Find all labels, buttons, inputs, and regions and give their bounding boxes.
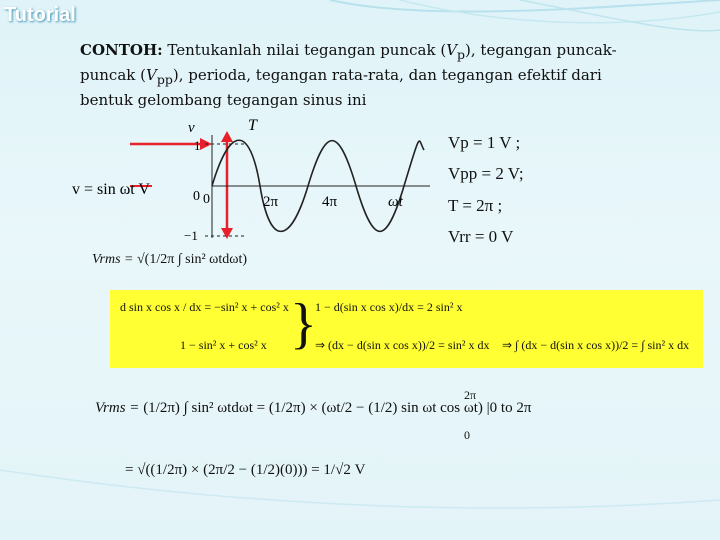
rms-frac-num: 1: [149, 252, 157, 267]
axis-v-label: v: [188, 120, 195, 136]
solution-mid: (1/2π) ∫ sin² ωtdωt: [143, 400, 253, 416]
rms-close: ): [242, 252, 248, 267]
vp-symbol: V: [446, 41, 458, 59]
derivation-line-5: ⇒ ∫ (dx − d(sin x cos x))/2 = ∫ sin² x dx: [502, 338, 690, 352]
arrow-down-head-top: [221, 131, 233, 142]
arrow-down-head-bottom: [221, 228, 233, 239]
derivation-box: [110, 290, 703, 368]
derivation-line-2: 1 − sin² x + cos² x: [180, 338, 267, 352]
result-vp: Vp = 1 V ;: [448, 133, 521, 152]
vpp-subscript: pp: [156, 72, 173, 87]
rms-integral: ∫: [174, 252, 186, 267]
solution-upper-limit: 2π: [464, 388, 477, 402]
slide-title: Tutorial: [4, 4, 76, 26]
problem-lead: CONTOH:: [80, 41, 163, 59]
rms-frac-den: 2π: [160, 252, 175, 267]
rms-sqrt: √(: [136, 252, 150, 267]
derivation-brace: }: [290, 293, 317, 355]
tick-bottom-label: −1: [184, 228, 198, 243]
solution-row-2: = √((1/2π) × (2π/2 − (1/2)(0))) = 1/√2 V: [125, 462, 366, 478]
solution-eq: =: [256, 400, 269, 416]
derivation-line-3: 1 − d(sin x cos x)/dx = 2 sin² x: [315, 300, 463, 314]
tick-2pi-label: 2π: [263, 194, 279, 210]
period-label: T: [248, 117, 257, 134]
result-period: T = 2π ;: [448, 196, 503, 215]
problem-text-1: Tentukanlah nilai tegangan puncak (: [162, 41, 447, 59]
rms-frac-bar: /: [156, 252, 161, 267]
rms-integrand: sin² ωtdωt: [185, 252, 243, 267]
solution-lhs: Vrms =: [95, 400, 140, 416]
solution-lower-limit: 0: [464, 428, 470, 442]
tick-top-label: 1: [194, 138, 201, 153]
derivation-line-4: ⇒ (dx − d(sin x cos x))/2 = sin² x dx: [315, 338, 490, 352]
problem-text-2: ), tegangan puncak-puncak (: [80, 41, 617, 84]
origin-label-b: 0: [203, 192, 210, 207]
vpp-symbol: V: [145, 66, 157, 84]
equation-label: v = sin ωt V: [72, 181, 150, 198]
origin-label-a: 0: [193, 189, 200, 204]
solution-rhs: (1/2π) × (ωt/2 − (1/2) sin ωt cos ωt) |0 to 2π: [268, 400, 532, 416]
rms-definition: [92, 252, 247, 268]
rms-lhs: Vrms =: [92, 252, 134, 267]
result-vpp: Vpp = 2 V;: [448, 164, 524, 183]
problem-text-3: ), perioda, tegangan rata-rata, dan tegangan efektif dari bentuk gelombang tegangan sinus ini: [80, 66, 602, 109]
tick-4pi-label: 4π: [322, 194, 338, 210]
derivation-line-1: d sin x cos x / dx = −sin² x + cos² x: [120, 300, 289, 314]
result-vrr: Vrr = 0 V: [448, 227, 514, 246]
vp-subscript: p: [457, 47, 466, 62]
axis-wt-label: ωt: [388, 194, 403, 210]
